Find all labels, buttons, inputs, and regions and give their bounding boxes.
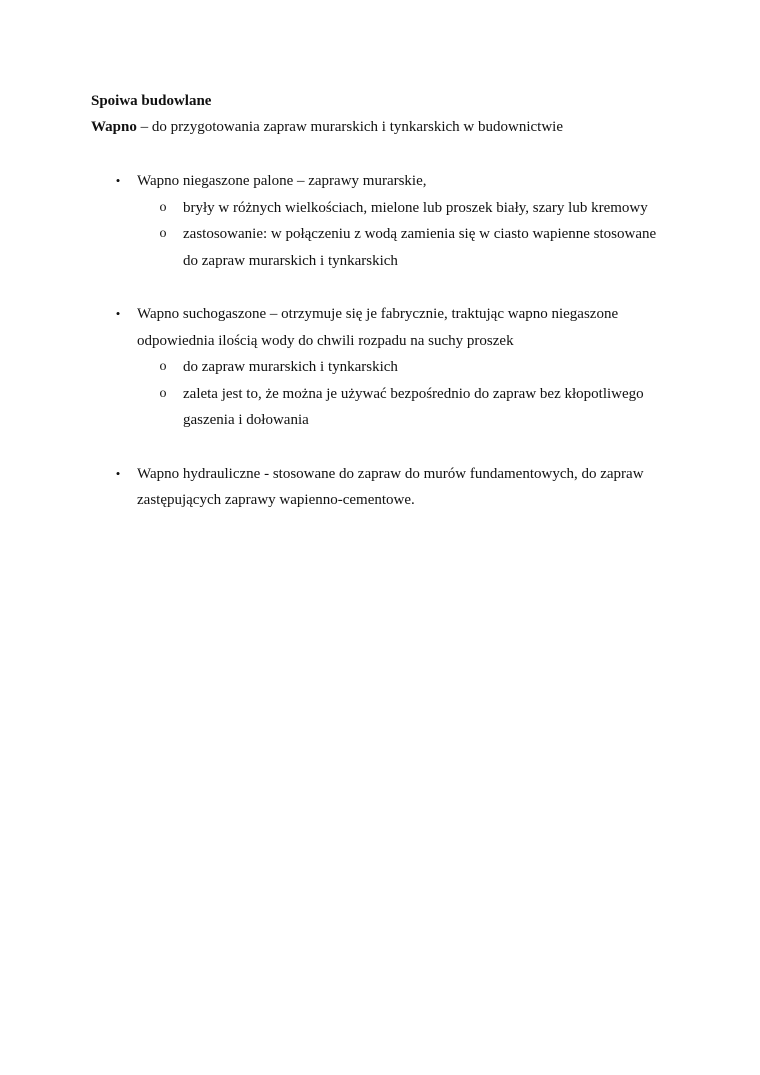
sub-item-line: zastosowanie: w połączeniu z wodą zamienia się w ciasto wapienne stosowane [183,226,657,242]
bullet-marker: • [115,173,121,188]
sub-item-line: do zapraw murarskich i tynkarskich [183,253,398,269]
intro-line [91,117,563,137]
sub-item-line: do zapraw murarskich i tynkarskich [183,359,398,375]
subbullet-marker: o [159,359,167,374]
bullet-marker: • [115,306,121,321]
list-item-line: Wapno suchogaszone – otrzymuje się je fabrycznie, traktując wapno niegaszone [137,306,619,322]
subbullet-marker: o [159,200,167,215]
sub-item-line: zaleta jest to, że można je używać bezpośrednio do zapraw bez kłopotliwego [183,386,644,402]
list-item-line: Wapno niegaszone palone – zaprawy murarskie, [137,173,427,189]
heading: Spoiwa budowlane [91,93,212,109]
list-item-line: Wapno hydrauliczne - stosowane do zapraw do murów fundamentowych, do zapraw [137,466,644,482]
subbullet-marker: o [159,386,167,401]
intro-term: Wapno [91,119,137,135]
intro-text: – do przygotowania zapraw murarskich i tynkarskich w budownictwie [136,119,563,135]
list-item-line: odpowiednia ilością wody do chwili rozpadu na suchy proszek [137,333,514,349]
list-item-line: zastępujących zaprawy wapienno-cementowe. [137,492,415,508]
sub-item-line: gaszenia i dołowania [183,412,309,428]
subbullet-marker: o [159,226,167,241]
sub-item-line: bryły w różnych wielkościach, mielone lub proszek biały, szary lub kremowy [183,200,648,216]
bullet-marker: • [115,466,121,481]
